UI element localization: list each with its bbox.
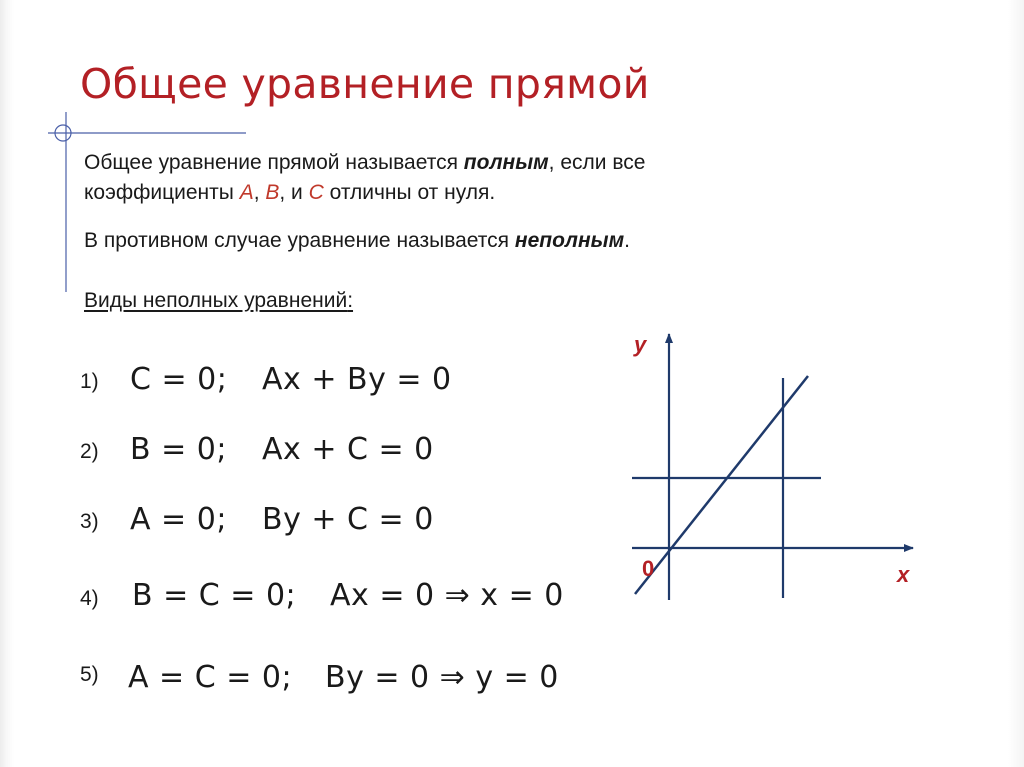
definition-text: , если все: [548, 151, 646, 174]
y-axis-label: y: [634, 332, 647, 357]
case-number-5: 5): [80, 663, 99, 686]
case-2-equation: Ax + C = 0: [262, 432, 434, 467]
definition-text: Общее уравнение прямой называется: [84, 151, 464, 174]
separator: ,: [253, 181, 266, 204]
case-3-condition: A = 0;: [130, 502, 227, 537]
coefficient-b: В: [265, 181, 280, 204]
full-term: полным: [463, 151, 549, 174]
definition-text: коэффициенты: [84, 181, 240, 204]
case-2-condition: B = 0;: [130, 432, 227, 467]
slide-title: Общее уравнение прямой: [80, 60, 650, 108]
definition-text: отличны от нуля.: [323, 181, 496, 204]
case-number-3: 3): [80, 510, 99, 533]
coefficient-a: А: [239, 181, 254, 204]
case-number-4: 4): [80, 587, 99, 610]
case-5-equation: By = 0 ⇒ y = 0: [325, 660, 559, 695]
case-1-condition: C = 0;: [130, 362, 228, 397]
case-3-equation: By + C = 0: [262, 502, 434, 537]
kinds-heading-text: Виды неполных уравнений: [84, 289, 348, 312]
origin-label: 0: [642, 556, 655, 581]
case-1-equation: Ax + By = 0: [262, 362, 452, 397]
separator: , и: [279, 181, 309, 204]
incomplete-term: неполным: [514, 229, 625, 252]
otherwise-text: В противном случае уравнение называется: [84, 229, 515, 252]
case-5-condition: A = C = 0;: [128, 660, 293, 695]
case-4-equation: Ax = 0 ⇒ x = 0: [330, 578, 564, 613]
x-axis-label: x: [897, 562, 910, 587]
case-number-1: 1): [80, 370, 99, 393]
kinds-heading-colon: :: [347, 289, 354, 312]
case-number-2: 2): [80, 440, 99, 463]
case-4-condition: B = C = 0;: [132, 578, 297, 613]
otherwise-text: .: [624, 229, 630, 252]
coefficient-c: С: [308, 181, 324, 204]
